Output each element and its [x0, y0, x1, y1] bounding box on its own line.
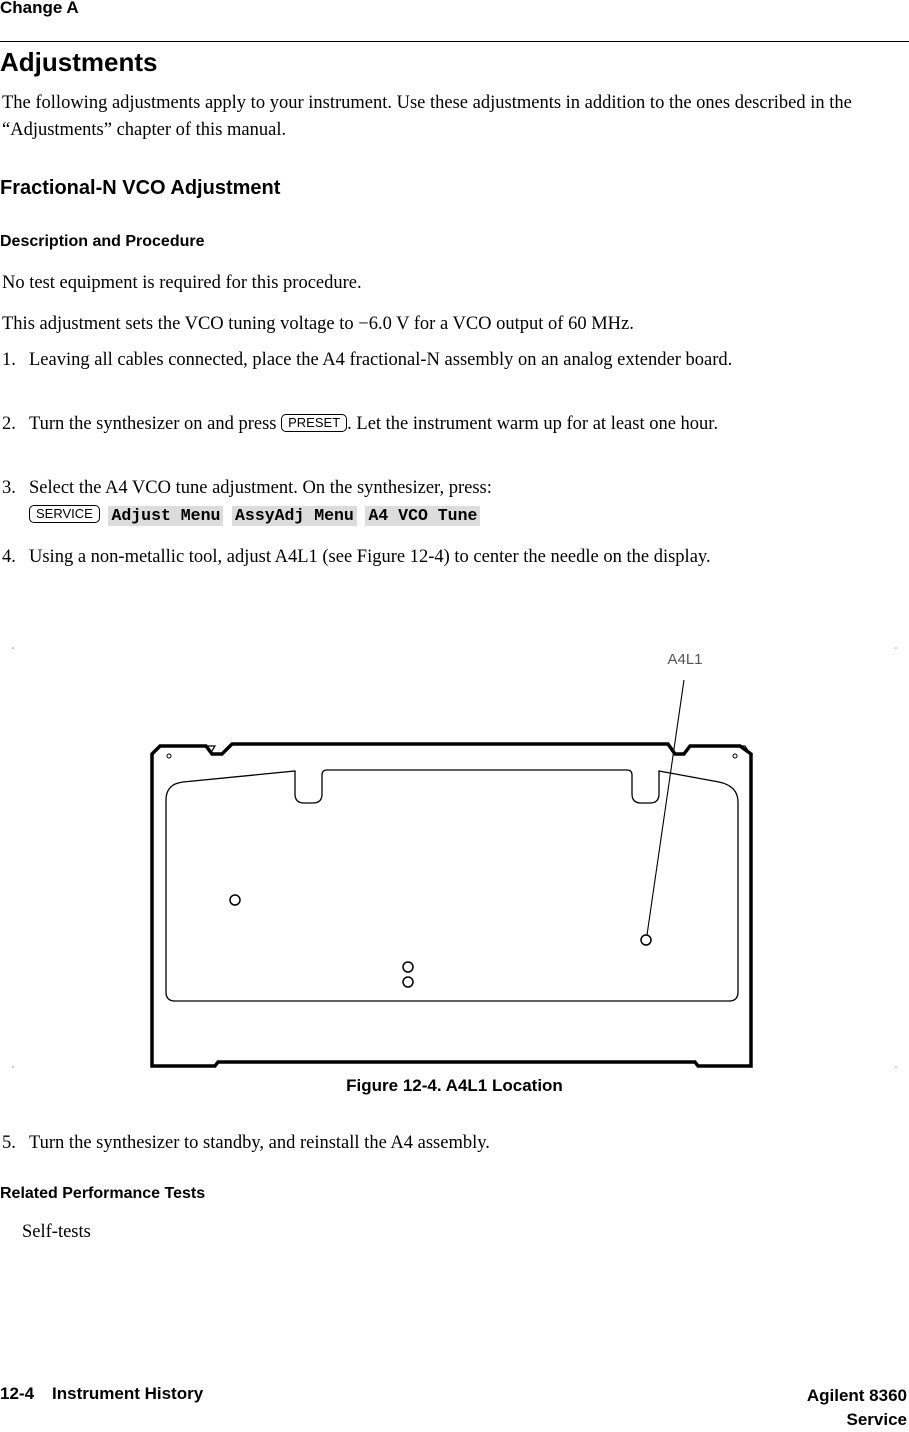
procedure-para-1: No test equipment is required for this procedure. — [2, 273, 362, 293]
step-text: . Let the instrument warm up for at least one hour. — [347, 414, 719, 434]
section-title: Adjustments — [0, 47, 158, 77]
step-1 — [2, 347, 882, 401]
step-text: Turn the synthesizer to standby, and reinstall the A4 assembly. — [29, 1133, 490, 1153]
header-rule — [0, 41, 909, 42]
procedure-para-2: This adjustment sets the VCO tuning voltage to −6.0 V for a VCO output of 60 MHz. — [2, 314, 634, 334]
a4l1-inductor — [641, 935, 651, 945]
footer-right — [807, 1384, 907, 1432]
footer-product: Agilent 8360 — [806, 1386, 907, 1405]
step-number: 1. — [2, 350, 16, 370]
change-label: Change A — [0, 0, 79, 17]
step-text: Leaving all cables connected, place the A4 fractional-N assembly on an analog extender board. — [29, 350, 733, 370]
softkey-a4-vco-tune: A4 VCO Tune — [365, 506, 480, 526]
intro-paragraph: The following adjustments apply to your instrument. Use these adjustments in addition to the ones described in the “Adjustments” chapter of this manual. — [2, 93, 852, 140]
step-number: 3. — [2, 478, 16, 498]
step-5 — [2, 1130, 882, 1158]
component-circle — [403, 962, 413, 972]
preset-key: PRESET — [281, 414, 347, 432]
softkey-assyadj-menu: AssyAdj Menu — [232, 506, 357, 526]
callout-label: A4L1 — [667, 651, 703, 668]
step-4 — [2, 544, 882, 598]
step-text: Turn the synthesizer on and press — [29, 414, 277, 434]
footer-section: Instrument History — [52, 1384, 204, 1403]
figure-a4l1-location — [0, 630, 909, 1080]
component-circle — [403, 977, 413, 987]
step-3 — [2, 475, 882, 531]
procedure-subhead: Description and Procedure — [0, 233, 205, 250]
procedure-title: Fractional-N VCO Adjustment — [0, 177, 281, 199]
related-tests-item: Self-tests — [22, 1222, 91, 1242]
footer-manual: Service — [846, 1410, 907, 1429]
service-key: SERVICE — [29, 505, 100, 523]
step-2 — [2, 411, 882, 465]
callout-leader-line — [647, 680, 684, 935]
related-tests-title: Related Performance Tests — [0, 1185, 206, 1202]
board-diagram — [0, 630, 909, 1080]
figure-caption: Figure 12-4. A4L1 Location — [346, 1076, 563, 1095]
page-number: 12-4 — [0, 1384, 35, 1403]
step-number: 2. — [2, 414, 16, 434]
component-circle — [230, 895, 240, 905]
softkey-adjust-menu: Adjust Menu — [108, 506, 223, 526]
step-text: Using a non-metallic tool, adjust A4L1 (see Figure 12-4) to center the needle on the display. — [29, 547, 711, 567]
step-text: Select the A4 VCO tune adjustment. On the synthesizer, press: — [29, 478, 492, 498]
step-number: 5. — [2, 1133, 16, 1153]
step-number: 4. — [2, 547, 16, 567]
footer-left — [0, 1384, 203, 1404]
